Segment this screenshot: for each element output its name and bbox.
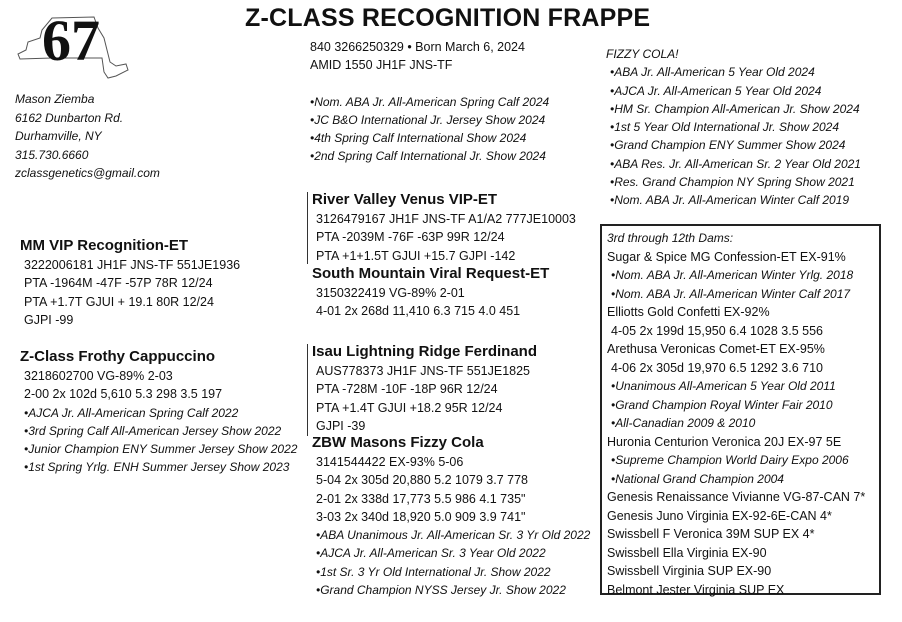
sire-sire-line: PTA -2039M -76F -63P 99R 12/24 [316,230,505,245]
dam-dam-block [312,433,590,599]
dam-entry: 4-06 2x 305d 19,970 6.5 1292 3.6 710 [611,360,823,375]
sire-sire-line: PTA +1+1.5T GJUI +15.7 GJPI -142 [316,248,516,263]
dam-block [20,347,297,477]
consignor-city: Durhamville, NY [15,129,102,143]
lot-number: 67 [42,8,100,73]
dam-sire-line: AUS778373 JH1F JNS-TF 551JE1825 [316,364,530,378]
fizzy-honor: •ABA Jr. All-American 5 Year Old 2024 [610,65,815,80]
dam-entry: Genesis Renaissance Vivianne VG-87-CAN 7* [607,490,866,504]
dam-entry: Elliotts Gold Confetti EX-92% [607,305,770,319]
dam-entry: •National Grand Champion 2004 [611,471,784,486]
animal-reg-line: 840 3266250329 • Born March 6, 2024 [310,40,525,54]
dam-sire-block [312,342,537,435]
animal-honor: •2nd Spring Calf International Jr. Show 2024 [310,149,546,164]
dam-entry: Genesis Juno Virginia EX-92-6E-CAN 4* [607,508,832,523]
sire-line: PTA +1.7T GJUI + 19.1 80R 12/24 [24,294,214,309]
sire-line: GJPI -99 [24,312,74,327]
dam-entry: •Nom. ABA Jr. All-American Winter Yrlg. 2018 [611,268,854,282]
dam-dam-honor: •Grand Champion NYSS Jersey Jr. Show 2022 [316,583,566,598]
sire-block [20,236,240,329]
dam-sire-line: GJPI -39 [316,418,366,433]
dam-entry: Arethusa Veronicas Comet-ET EX-95% [607,342,825,356]
fizzy-cola-block [606,45,861,210]
sire-line: 3222006181 JH1F JNS-TF 551JE1936 [24,258,241,272]
fizzy-honor: •HM Sr. Champion All-American Jr. Show 2024 [610,101,860,116]
dam-dam-honor: •AJCA Jr. All-American Sr. 3 Year Old 2022 [316,546,546,561]
dam-dam-line: 3-03 2x 340d 18,920 5.0 909 3.9 741" [316,509,526,524]
consignor-contact [15,90,160,183]
dam-entry: •Unanimous All-American 5 Year Old 2011 [611,379,836,393]
dam-sire-name: Isau Lightning Ridge Ferdinand [312,343,537,360]
fizzy-honor: •AJCA Jr. All-American 5 Year Old 2024 [610,83,822,98]
dam-honor: •1st Spring Yrlg. ENH Summer Jersey Show 2023 [24,460,290,475]
dam-sire-line: PTA -728M -10F -18P 96R 12/24 [316,382,498,397]
consignor-name: Mason Ziemba [15,92,95,106]
dam-dam-honor: •1st Sr. 3 Yr Old International Jr. Show 2022 [316,564,551,579]
dams-box-heading: 3rd through 12th Dams: [607,231,734,245]
dam-honor: •3rd Spring Calf All-American Jersey Show 2022 [24,423,282,438]
dam-entry: Belmont Jester Virginia SUP EX [607,582,785,597]
dam-honor: •Junior Champion ENY Summer Jersey Show 2022 [24,442,298,457]
sire-sire-block [312,190,576,265]
dam-entry: •Grand Champion Royal Winter Fair 2010 [611,397,833,412]
dam-honor: •AJCA Jr. All-American Spring Calf 2022 [24,405,239,420]
animal-amid-line: AMID 1550 JH1F JNS-TF [310,58,453,73]
dam-entry: Swissbell Virginia SUP EX-90 [607,564,772,578]
page-title: Z-CLASS RECOGNITION FRAPPE [245,4,651,32]
dam-entry: •All-Canadian 2009 & 2010 [611,416,756,430]
fizzy-honor: •Nom. ABA Jr. All-American Winter Calf 2019 [610,193,850,208]
fizzy-honor: •Res. Grand Champion NY Spring Show 2021 [610,175,855,190]
dam-name: Z-Class Frothy Cappuccino [20,348,216,365]
dam-sire-line: PTA +1.4T GJUI +18.2 95R 12/24 [316,400,503,415]
dam-entry: Swissbell F Veronica 39M SUP EX 4* [607,527,815,541]
fizzy-honor: •ABA Res. Jr. All-American Sr. 2 Year Old 2021 [610,156,861,171]
dam-entry: •Nom. ABA Jr. All-American Winter Calf 2017 [611,286,851,301]
animal-info [310,38,549,166]
animal-honor: •JC B&O International Jr. Jersey Show 2024 [310,112,546,127]
sire-dam-name: South Mountain Viral Request-ET [312,265,550,282]
sire-dam-line: 3150322419 VG-89% 2-01 [316,286,465,300]
animal-honor: •Nom. ABA Jr. All-American Spring Calf 2024 [310,94,550,109]
dam-entry: •Supreme Champion World Dairy Expo 2006 [611,453,849,467]
dam-entry: Sugar & Spice MG Confession-ET EX-91% [607,249,846,264]
dam-line: 3218602700 VG-89% 2-03 [24,369,173,383]
dam-entry: Swissbell Ella Virginia EX-90 [607,545,767,560]
extended-dams-list [607,229,865,599]
dam-entry: 4-05 2x 199d 15,950 6.4 1028 3.5 556 [611,323,823,338]
sire-sire-name: River Valley Venus VIP-ET [312,191,498,208]
sire-sire-line: 3126479167 JH1F JNS-TF A1/A2 777JE10003 [316,212,576,226]
dam-dam-line: 3141544422 EX-93% 5-06 [316,455,464,469]
dam-dam-line: 5-04 2x 305d 20,880 5.2 1079 3.7 778 [316,473,528,488]
fizzy-heading: FIZZY COLA! [606,47,679,61]
dam-entry: Huronia Centurion Veronica 20J EX-97 5E [607,434,842,449]
dam-dam-line: 2-01 2x 338d 17,773 5.5 986 4.1 735" [316,491,526,506]
dam-dam-name: ZBW Masons Fizzy Cola [312,434,484,451]
sire-name: MM VIP Recognition-ET [20,237,189,254]
animal-honor: •4th Spring Calf International Show 2024 [310,131,527,146]
pedigree-connector [307,192,308,264]
dam-line: 2-00 2x 102d 5,610 5.3 298 3.5 197 [24,387,223,402]
pedigree-connector [307,344,308,436]
consignor-street: 6162 Dunbarton Rd. [15,110,124,125]
consignor-phone: 315.730.6660 [15,147,89,162]
consignor-email: zclassgenetics@gmail.com [15,166,160,180]
sire-dam-block [312,264,549,321]
dam-dam-honor: •ABA Unanimous Jr. All-American Sr. 3 Yr Old 2022 [316,528,591,543]
sire-dam-line: 4-01 2x 268d 11,410 6.3 715 4.0 451 [316,304,521,319]
fizzy-honor: •1st 5 Year Old International Jr. Show 2024 [610,120,840,135]
fizzy-honor: •Grand Champion ENY Summer Show 2024 [610,138,846,153]
sire-line: PTA -1964M -47F -57P 78R 12/24 [24,276,213,291]
